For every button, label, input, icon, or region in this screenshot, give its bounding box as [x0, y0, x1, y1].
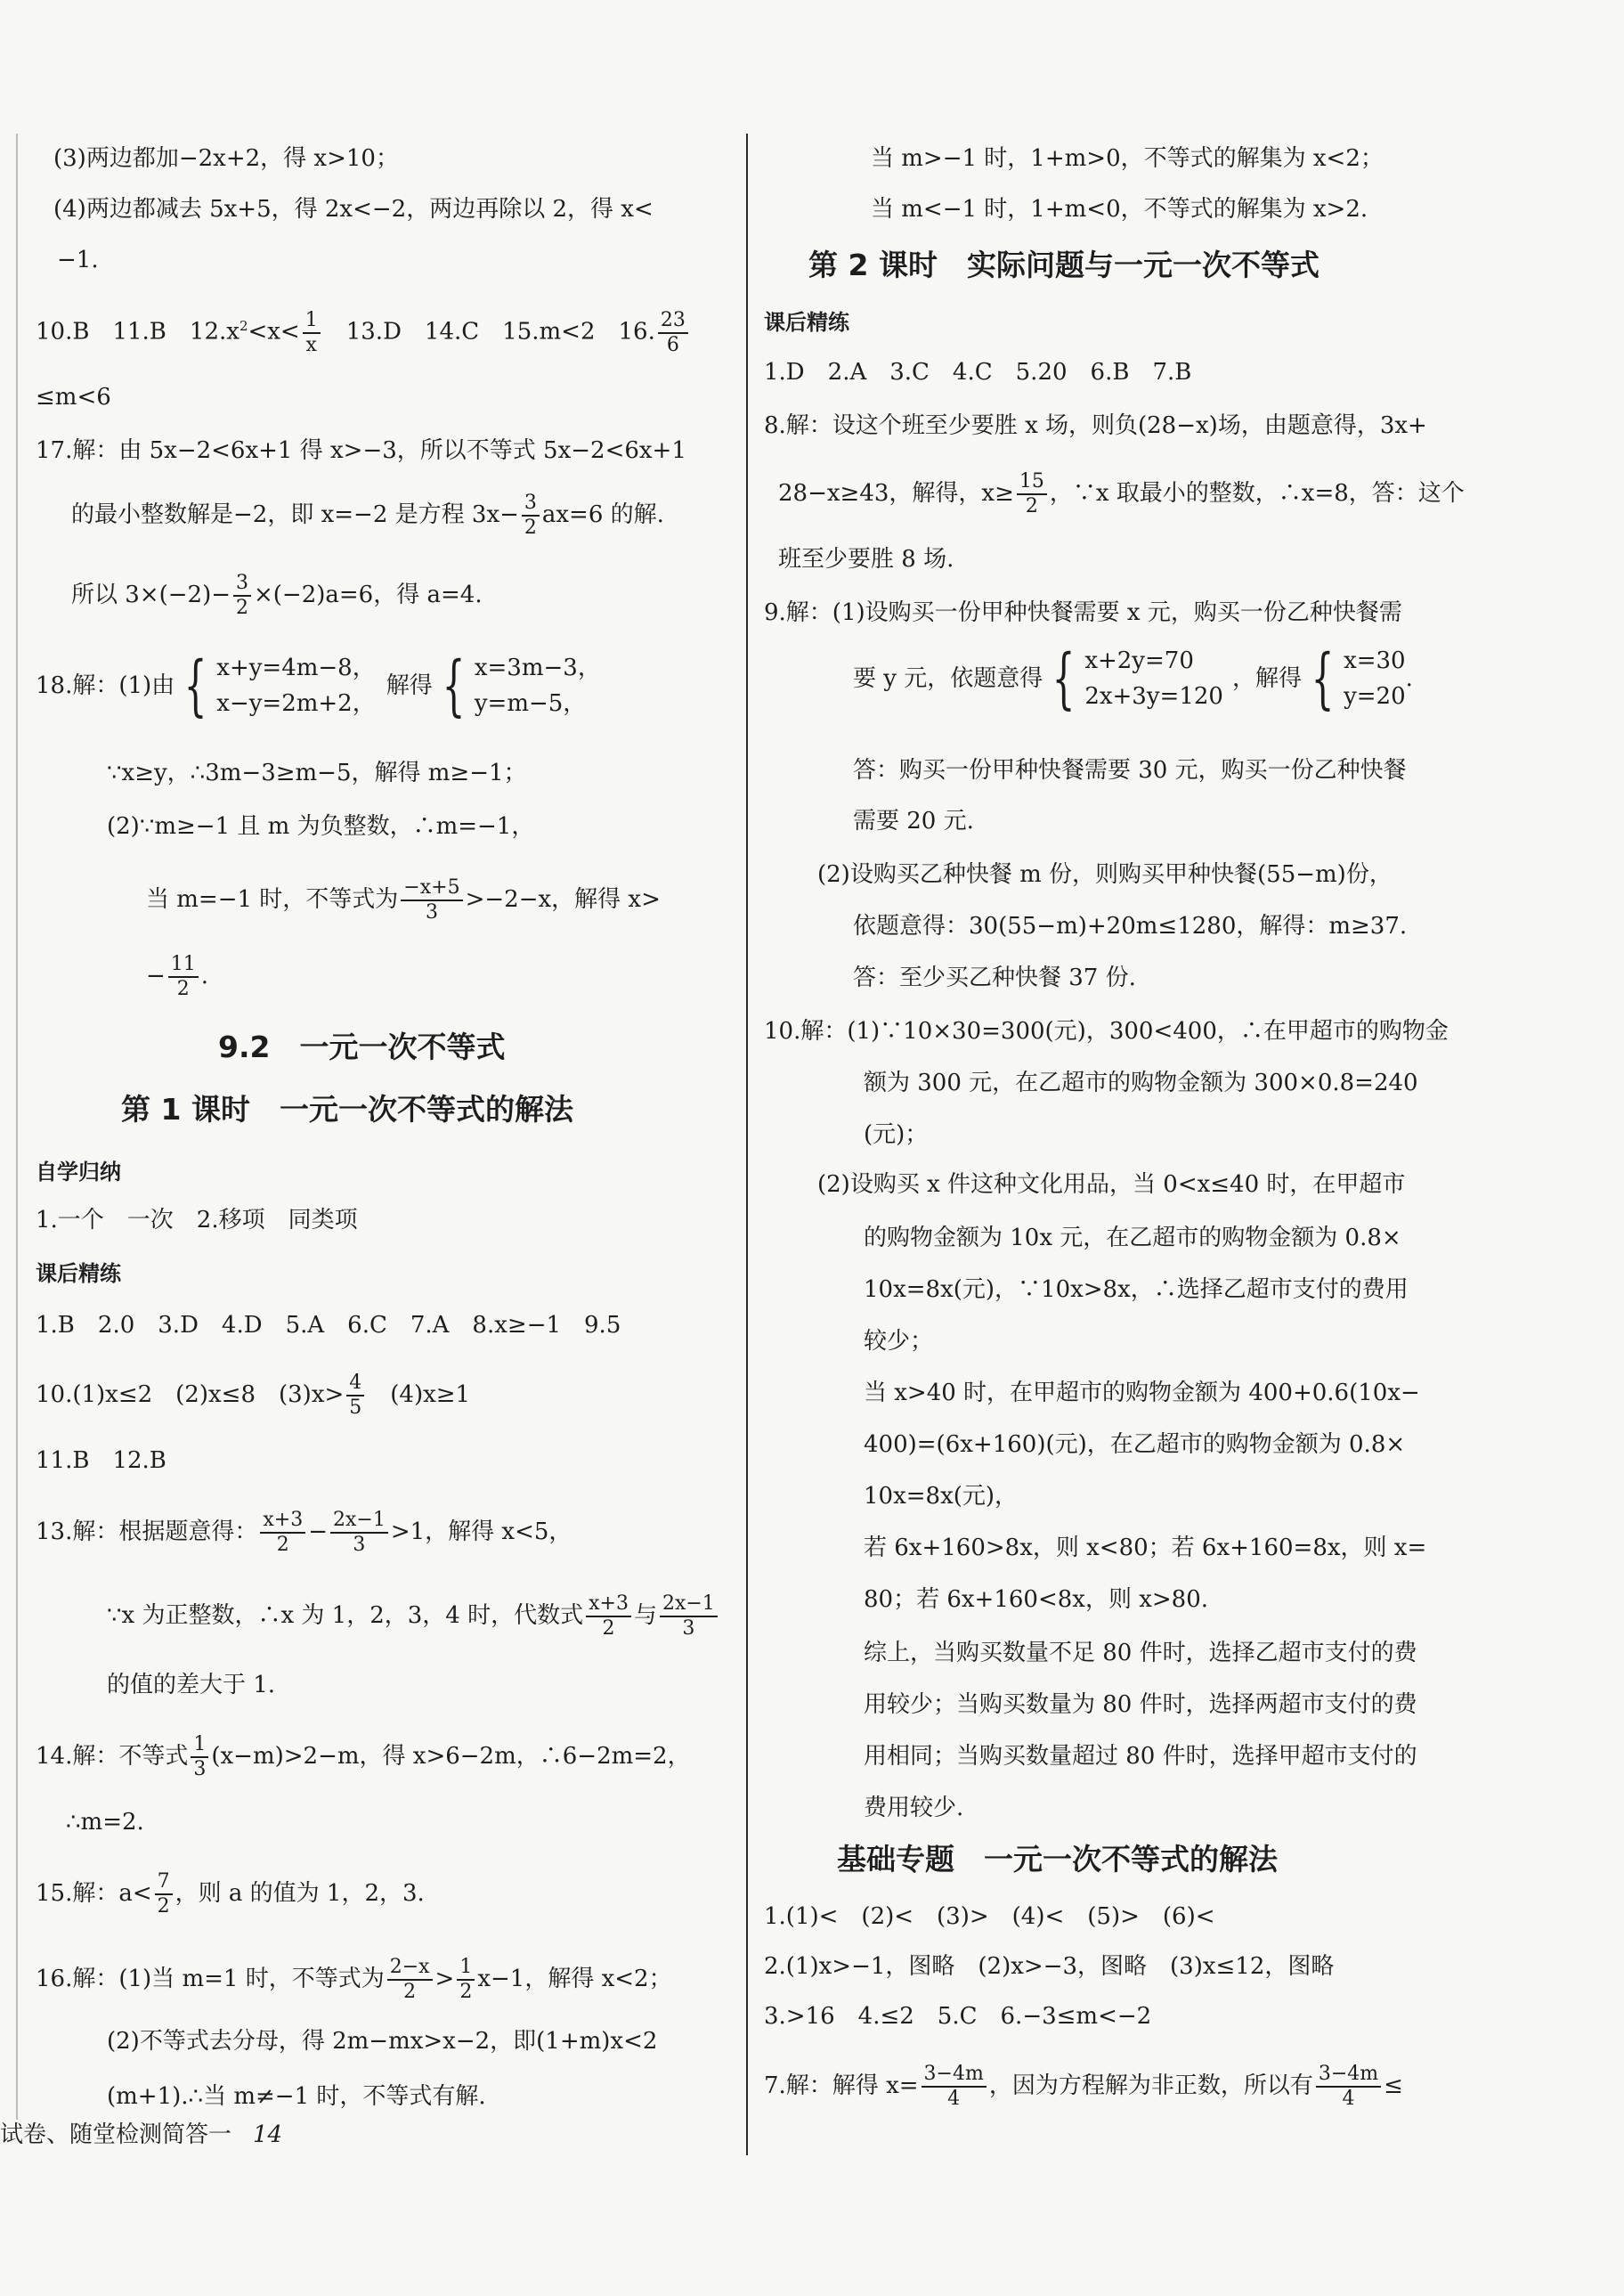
text-line: 所以 3×(−2)− $\frac{3}{2}$ ×(−2)a=6，得 a=4.	[71, 572, 483, 619]
text-line: 的最小整数解是−2，即 x=−2 是方程 3x− $\frac{3}{2}$ ax=6 的解.	[71, 492, 664, 539]
text-line: 17.解：由 5x−2<6x+1 得 x>−3，所以不等式 5x−2<6x+1	[36, 437, 686, 464]
text-line: (2)设购买乙种快餐 m 份，则购买甲种快餐(55−m)份，	[817, 861, 1393, 888]
text-line: (m+1).∴当 m≠−1 时，不等式有解.	[107, 2083, 486, 2110]
text-line: 需要 20 元.	[853, 808, 974, 835]
topic-heading: 基础专题 一元一次不等式的解法	[837, 1842, 1278, 1877]
text-line: 28−x≥43，解得，x≥ $\frac{15}{2}$ ，∵x 取最小的整数，∴x=8，答：这个	[778, 470, 1465, 517]
text-line: 400)=(6x+160)(元)，在乙超市的购物金额为 0.8×	[864, 1431, 1406, 1458]
fraction: $\frac{3}{2}$	[233, 572, 251, 620]
text-line: 10.解：(1)∵10×30=300(元)，300<400，∴在甲超市的购物金	[764, 1018, 1449, 1045]
fraction: $\frac{1}{2}$	[457, 1956, 475, 2004]
binding-line	[16, 134, 18, 2120]
lesson-heading: 第 1 课时 一元一次不等式的解法	[121, 1092, 573, 1127]
text-line: 额为 300 元，在乙超市的购物金额为 300×0.8=240	[864, 1070, 1418, 1096]
fraction: $\frac{1}{3}$	[191, 1733, 208, 1781]
text-line: 7.解：解得 x= $\frac{3-4m}{4}$ ，因为方程解为非正数，所以有 $\frac{3-4m}{4}$ ≤	[764, 2063, 1403, 2110]
fraction: $\frac{3-4m}{4}$	[922, 2063, 987, 2111]
column-divider	[746, 134, 748, 2155]
text-line: 1.一个 一次 2.移项 同类项	[36, 1207, 358, 1233]
text-line: 80；若 6x+160<8x，则 x>80.	[864, 1586, 1209, 1613]
text-line: 依题意得：30(55−m)+20m≤1280，解得：m≥37.	[853, 913, 1408, 940]
text-line: 用相同；当购买数量超过 80 件时，选择甲超市支付的	[864, 1743, 1417, 1770]
text-line: ≤m<6	[36, 384, 111, 411]
fraction: $\frac{23}{6}$	[658, 309, 688, 357]
fraction: $\frac{x+3}{2}$	[586, 1592, 631, 1641]
text-line: 班至少要胜 8 场.	[778, 546, 954, 573]
fraction: $\frac{-x+5}{3}$	[401, 876, 462, 924]
text-line: 答：购买一份甲种快餐需要 30 元，购买一份乙种快餐	[853, 757, 1407, 784]
text-line: (3)两边都加−2x+2，得 x>10；	[53, 145, 399, 172]
text-line: −1.	[57, 247, 99, 273]
fraction: $\frac{15}{2}$	[1017, 470, 1047, 518]
answer-line-10-16: 10.B 11.B $12.x^2<x<$ $\frac{1}{x}$ 13.D 14.C 15.m<2 16. $\frac{23}{6}$	[36, 308, 691, 357]
text-line: 用较少；当购买数量为 80 件时，选择两超市支付的费	[864, 1691, 1417, 1718]
text-line: 16.解：(1)当 m=1 时，不等式为 $\frac{2-x}{2}$ > $\frac{1}{2}$ x−1，解得 x<2；	[36, 1956, 672, 2003]
fraction: $\frac{2-x}{2}$	[387, 1956, 433, 2004]
text-line: 当 m>−1 时，1+m>0，不等式的解集为 x<2；	[871, 145, 1384, 172]
fraction: $\frac{11}{2}$	[168, 953, 199, 1001]
text-line: 15.解：a< $\frac{7}{2}$ ，则 a 的值为 1，2，3.	[36, 1870, 425, 1917]
text-line: (2)设购买 x 件这种文化用品，当 0<x≤40 时，在甲超市	[817, 1171, 1406, 1198]
lesson-heading: 第 2 课时 实际问题与一元一次不等式	[808, 248, 1320, 282]
equation-system-line: 18.解：(1)由 { x+y=4m−8， x−y=2m+2， 解得 { x=3m−3， y=m−5，	[36, 647, 601, 724]
fraction: $\frac{7}{2}$	[155, 1870, 173, 1918]
subsection-label: 课后精练	[764, 310, 849, 335]
footer-title: 试卷、随堂检测简答一	[0, 2121, 232, 2148]
text-line: ∴m=2.	[66, 1809, 144, 1836]
text-line: 当 m=−1 时，不等式为 $\frac{-x+5}{3}$ >−2−x，解得 x>	[146, 876, 661, 924]
fraction: $\frac{4}{5}$	[346, 1372, 364, 1420]
text-line: 14.解：不等式 $\frac{1}{3}$ (x−m)>2−m，得 x>6−2m，∴6−2m=2，	[36, 1733, 691, 1780]
equation-system-line: 要 y 元，依题意得 { x+2y=70 2x+3y=120 ，解得 { x=30 y=20 .	[853, 640, 1413, 717]
page-number: 14	[253, 2121, 283, 2148]
text-line: 若 6x+160>8x，则 x<80；若 6x+160=8x，则 x=	[864, 1535, 1427, 1561]
text-line: 11.B 12.B	[36, 1447, 166, 1474]
text-line: 费用较少.	[864, 1795, 964, 1821]
text-line: 3.>16 4.≤2 5.C 6.−3≤m<−2	[764, 2003, 1152, 2030]
subsection-label: 自学归纳	[36, 1160, 121, 1185]
text-line: (2)不等式去分母，得 2m−mx>x−2，即(1+m)x<2	[107, 2028, 658, 2055]
text-line: (元)；	[864, 1121, 929, 1148]
text-line: (2)∵m≥−1 且 m 为负整数，∴m=−1，	[107, 813, 535, 840]
text-line: 答：至少买乙种快餐 37 份.	[853, 965, 1136, 991]
page-footer	[0, 2116, 282, 2149]
text-line: ∵x≥y，∴3m−3≥m−5，解得 m≥−1；	[107, 760, 527, 786]
text-line: 当 x>40 时，在甲超市的购物金额为 400+0.6(10x−	[864, 1380, 1420, 1406]
text-line: − $\frac{11}{2}$ .	[146, 953, 209, 1000]
text-line: 的购物金额为 10x 元，在乙超市的购物金额为 0.8×	[864, 1225, 1401, 1251]
text-line: 10x=8x(元)，∵10x>8x，∴选择乙超市支付的费用	[864, 1276, 1409, 1303]
text-line: 9.解：(1)设购买一份甲种快餐需要 x 元，购买一份乙种快餐需	[764, 599, 1402, 626]
text-line: 10x=8x(元)，	[864, 1483, 1019, 1510]
fraction: $\frac{2x-1}{3}$	[660, 1592, 718, 1641]
fraction: $\frac{3-4m}{4}$	[1316, 2063, 1381, 2111]
fraction: $\frac{2x-1}{3}$	[330, 1509, 388, 1557]
text-line: 综上，当购买数量不足 80 件时，选择乙超市支付的费	[864, 1640, 1417, 1666]
text-line: 13.解：根据题意得： $\frac{x+3}{2}$ − $\frac{2x-1}{3}$ >1，解得 x<5，	[36, 1509, 572, 1556]
section-heading: 9.2 一元一次不等式	[218, 1030, 506, 1064]
text-line: 10.(1)x≤2 (2)x≤8 (3)x> $\frac{4}{5}$ (4)x≥1	[36, 1372, 471, 1419]
fraction: $\frac{1}{x}$	[303, 309, 321, 357]
text-line: ∵x 为正整数，∴x 为 1，2，3，4 时，代数式 $\frac{x+3}{2}$ 与 $\frac{2x-1}{3}$	[107, 1592, 720, 1641]
text-line: (4)两边都减去 5x+5，得 2x<−2，两边再除以 2，得 x<	[53, 196, 654, 223]
text-line: 1.(1)< (2)< (3)> (4)< (5)> (6)<	[764, 1903, 1215, 1930]
text-line: 的值的差大于 1.	[107, 1672, 276, 1698]
text-line: 2.(1)x>−1，图略 (2)x>−3，图略 (3)x≤12，图略	[764, 1953, 1335, 1980]
fraction: $\frac{3}{2}$	[522, 492, 540, 540]
fraction: $\frac{x+3}{2}$	[260, 1509, 305, 1557]
text-line: 当 m<−1 时，1+m<0，不等式的解集为 x>2.	[871, 196, 1368, 223]
text-line: 8.解：设这个班至少要胜 x 场，则负(28−x)场，由题意得，3x+	[764, 412, 1427, 439]
text-line: 1.B 2.0 3.D 4.D 5.A 6.C 7.A 8.x≥−1 9.5	[36, 1312, 621, 1339]
text-line: 1.D 2.A 3.C 4.C 5.20 6.B 7.B	[764, 359, 1192, 386]
subsection-label: 课后精练	[36, 1261, 121, 1286]
text-line: 较少；	[864, 1328, 934, 1355]
